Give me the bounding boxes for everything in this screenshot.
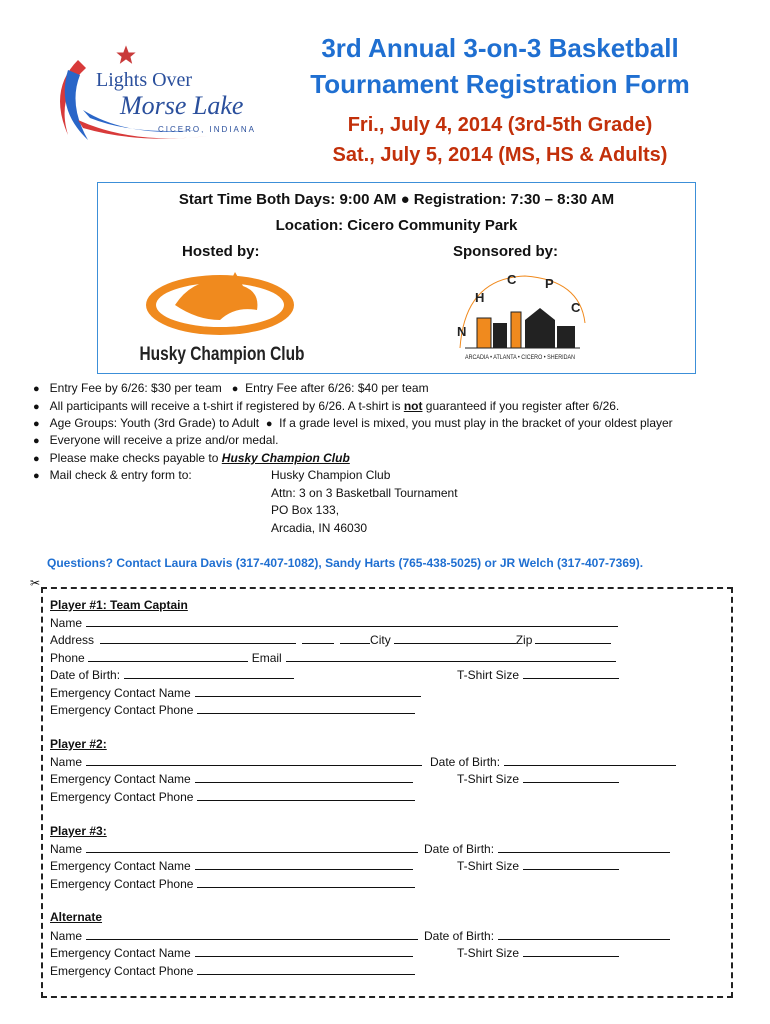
checks-payee: Husky Champion Club — [221, 451, 350, 465]
p2-ec-name-field[interactable] — [195, 770, 413, 783]
p1-ec-phone-field[interactable] — [197, 701, 415, 714]
p1-city-label: City — [370, 633, 391, 647]
husky-logo-text: Husky Champion Club — [139, 344, 305, 365]
p2-ec-phone-row — [50, 788, 415, 805]
p2-dob-label: Date of Birth: — [430, 755, 501, 769]
p3-ec-phone-row — [50, 875, 415, 892]
sponsor-letter-h: H — [475, 290, 485, 305]
sponsor-letter-n: N — [457, 324, 467, 339]
alt-dob-field[interactable] — [498, 927, 670, 940]
p2-name-label: Name — [50, 755, 83, 769]
lights-over-morse-lake-logo — [38, 40, 278, 145]
p1-phone-field[interactable] — [88, 649, 248, 662]
p1-zip-field[interactable] — [535, 631, 611, 644]
tshirt-text-b: guaranteed if you register after 6/26. — [422, 399, 620, 413]
p2-name-field[interactable] — [86, 753, 422, 766]
p1-email-label: Email — [251, 651, 282, 665]
alt-tshirt-label: T-Shirt Size — [457, 946, 520, 960]
sponsored-by-label: Sponsored by: — [453, 243, 559, 260]
mixed-grade-text: If a grade level is mixed, you must play in the bracket of your oldest player — [279, 416, 673, 430]
bullet-mail: ● Mail check & entry form to: — [33, 468, 192, 482]
alt-name-row — [50, 927, 418, 944]
p1-address-field[interactable] — [100, 631, 296, 644]
alt-dob-row — [424, 927, 670, 944]
title-line2: Tournament Registration Form — [310, 69, 690, 99]
p3-tshirt-label: T-Shirt Size — [457, 859, 520, 873]
address-line3: PO Box 133, — [271, 503, 340, 517]
p2-tshirt-label: T-Shirt Size — [457, 772, 520, 786]
sponsor-letter-c2: C — [571, 300, 581, 315]
p3-dob-label: Date of Birth: — [424, 842, 495, 856]
prize-text: Everyone will receive a prize and/or medal. — [49, 433, 279, 447]
p2-dob-row — [430, 753, 676, 770]
p1-dob-label: Date of Birth: — [50, 668, 121, 682]
p1-name-field[interactable] — [86, 614, 618, 627]
p1-tshirt-field[interactable] — [523, 666, 619, 679]
alt-ec-name-label: Emergency Contact Name — [50, 946, 191, 960]
player2-header: Player #2: — [50, 737, 107, 751]
p1-name-row — [50, 614, 618, 631]
bullet-entry-fee: ● Entry Fee by 6/26: $30 per team ● Entry Fee after 6/26: $40 per team — [33, 381, 429, 395]
alt-ec-name-row — [50, 944, 413, 961]
alt-tshirt-field[interactable] — [523, 944, 619, 957]
p2-tshirt-field[interactable] — [523, 770, 619, 783]
p1-zip-label: Zip — [515, 633, 533, 647]
p2-ec-phone-label: Emergency Contact Phone — [50, 790, 194, 804]
title-line1: 3rd Annual 3-on-3 Basketball — [321, 33, 679, 63]
scissors-icon: ✂ — [30, 576, 41, 590]
sponsor-letter-p: P — [545, 276, 554, 291]
p1-tshirt-label: T-Shirt Size — [457, 668, 520, 682]
p1-ec-phone-label: Emergency Contact Phone — [50, 703, 194, 717]
p1-email-field[interactable] — [286, 649, 616, 662]
p1-address-row — [50, 631, 611, 648]
sponsor-towns: ARCADIA • ATLANTA • CICERO • SHERIDAN — [465, 355, 575, 361]
alt-name-label: Name — [50, 929, 83, 943]
hosted-by-label: Hosted by: — [182, 243, 260, 260]
p3-ec-name-field[interactable] — [195, 857, 413, 870]
p3-dob-field[interactable] — [498, 840, 670, 853]
logo-line1: Lights Over — [96, 69, 193, 91]
alt-ec-phone-field[interactable] — [197, 962, 415, 975]
bullet-age-groups: ● Age Groups: Youth (3rd Grade) to Adult ● If a grade level is mixed, you must play in the bracket of your oldest player — [33, 416, 673, 430]
p2-dob-field[interactable] — [504, 753, 676, 766]
start-time-line: Start Time Both Days: 9:00 AM ● Registration: 7:30 – 8:30 AM — [178, 191, 615, 208]
p3-ec-name-row — [50, 857, 413, 874]
p2-ec-name-row — [50, 770, 413, 787]
p1-dob-field[interactable] — [124, 666, 294, 679]
p2-ec-phone-field[interactable] — [197, 788, 415, 801]
age-groups-text: Age Groups: Youth (3rd Grade) to Adult — [49, 416, 260, 430]
checks-text: Please make checks payable to — [49, 451, 222, 465]
date-line1: Fri., July 4, 2014 (3rd-5th Grade) — [347, 114, 653, 136]
p3-name-label: Name — [50, 842, 83, 856]
p3-tshirt-row — [457, 857, 619, 874]
p1-ec-phone-row — [50, 701, 415, 718]
address-line2: Attn: 3 on 3 Basketball Tournament — [271, 486, 458, 500]
p3-ec-name-label: Emergency Contact Name — [50, 859, 191, 873]
nhcpc-sponsor-logo — [445, 268, 595, 366]
logo-line3: CICERO, INDIANA — [158, 125, 257, 134]
p1-phone-row — [50, 649, 616, 666]
tshirt-not: not — [403, 399, 423, 413]
p3-name-field[interactable] — [86, 840, 418, 853]
p3-tshirt-field[interactable] — [523, 857, 619, 870]
alternate-header: Alternate — [50, 910, 103, 924]
p3-dob-row — [424, 840, 670, 857]
entry-fee-after: Entry Fee after 6/26: $40 per team — [245, 381, 429, 395]
logo-line2: Morse Lake — [120, 91, 244, 120]
p2-tshirt-row — [457, 770, 619, 787]
date-line2: Sat., July 5, 2014 (MS, HS & Adults) — [332, 144, 668, 166]
p1-address-field3[interactable] — [340, 631, 370, 644]
alt-tshirt-row — [457, 944, 619, 961]
address-line1: Husky Champion Club — [271, 468, 391, 482]
p3-ec-phone-field[interactable] — [197, 875, 415, 888]
tshirt-text-a: All participants will receive a t-shirt if registered by 6/26. A t-shirt is — [49, 399, 404, 413]
p1-phone-label: Phone — [50, 651, 85, 665]
p1-ec-name-label: Emergency Contact Name — [50, 686, 191, 700]
p1-ec-name-field[interactable] — [195, 684, 421, 697]
alt-name-field[interactable] — [86, 927, 418, 940]
player1-header: Player #1: Team Captain — [50, 598, 188, 612]
bullet-prize: ● Everyone will receive a prize and/or medal. — [33, 433, 279, 447]
p1-name-label: Name — [50, 616, 83, 630]
p2-name-row — [50, 753, 422, 770]
player3-header: Player #3: — [50, 824, 107, 838]
p1-dob-row — [50, 666, 294, 683]
sponsor-letter-c1: C — [507, 272, 517, 287]
entry-fee-before: Entry Fee by 6/26: $30 per team — [49, 381, 222, 395]
mail-text: Mail check & entry form to: — [49, 468, 192, 482]
p1-tshirt-row — [457, 666, 619, 683]
alt-ec-phone-label: Emergency Contact Phone — [50, 964, 194, 978]
alt-ec-phone-row — [50, 962, 415, 979]
p3-ec-phone-label: Emergency Contact Phone — [50, 877, 194, 891]
location-line: Location: Cicero Community Park — [275, 217, 518, 234]
p3-name-row — [50, 840, 418, 857]
p1-address-label: Address — [50, 633, 95, 647]
p2-ec-name-label: Emergency Contact Name — [50, 772, 191, 786]
alt-ec-name-field[interactable] — [195, 944, 413, 957]
alt-dob-label: Date of Birth: — [424, 929, 495, 943]
bullet-tshirt: ● All participants will receive a t-shirt if registered by 6/26. A t-shirt is not guaranteed if you register after 6/26. — [33, 399, 620, 413]
p1-ec-name-row — [50, 684, 421, 701]
husky-champion-club-logo — [135, 270, 310, 368]
p1-city-field[interactable] — [394, 631, 516, 644]
questions-contact: Questions? Contact Laura Davis (317-407-1082), Sandy Harts (765-438-5025) or JR Welch (317-407-7369). — [47, 556, 644, 570]
p1-address-field2[interactable] — [302, 631, 334, 644]
bullet-checks: ● Please make checks payable to Husky Champion Club — [33, 451, 350, 465]
address-line4: Arcadia, IN 46030 — [271, 521, 368, 535]
